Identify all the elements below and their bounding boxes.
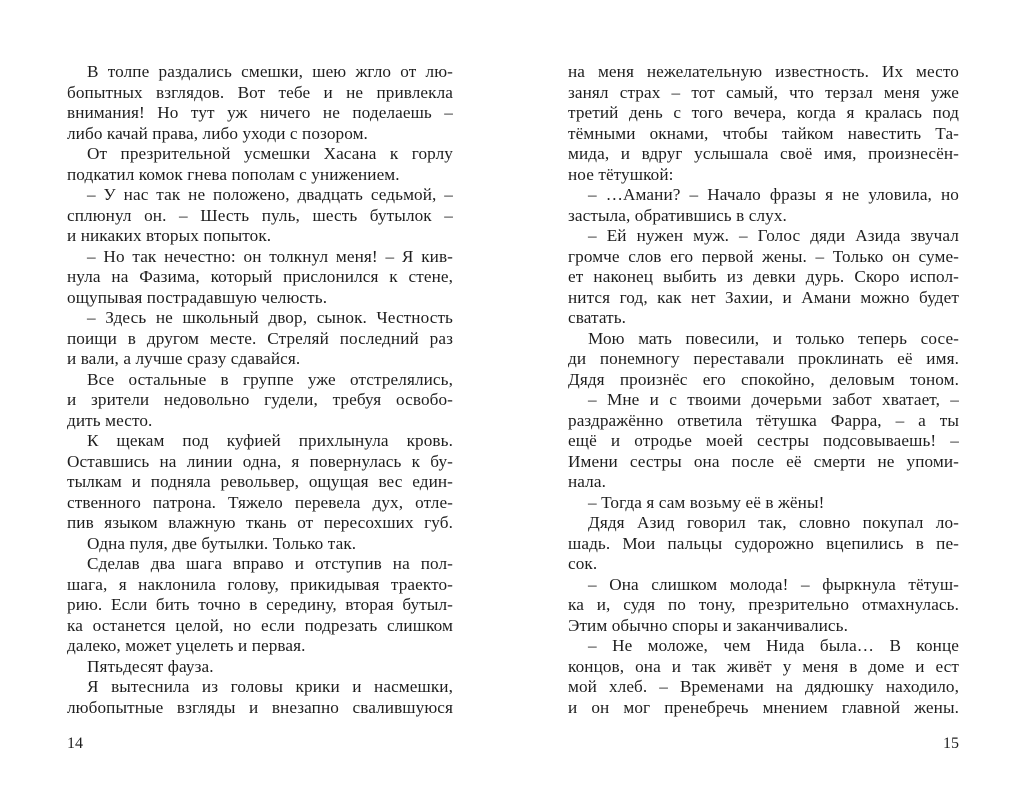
text-line: От презрительной усмешки Хасана к горлу [87, 144, 453, 163]
text-line: Все остальные в группе уже отстрелялись, [87, 369, 453, 389]
text-line: Этим обычно споры и заканчивались. [568, 615, 848, 635]
text-line: – Ей нужен муж. – Голос дяди Азида звучал [588, 226, 959, 245]
left-page-number: 14 [67, 735, 83, 752]
text-line: – Не моложе, чем Нида была… В конце [588, 636, 959, 655]
text-line: нится год, как нет Захии, и Амани можно будет [568, 287, 959, 307]
text-line: шага, я наклонила голову, прикидывая траекто- [67, 574, 453, 594]
text-line: третий день с того вечера, когда я кралась под [568, 103, 959, 122]
text-line: Я вытеснила из головы крики и насмешки, [87, 677, 453, 696]
text-line: ощупывая пострадавшую челюсть. [67, 287, 328, 307]
text-line: – У нас так не положено, двадцать седьмой, – [87, 185, 453, 204]
text-line: любопытные взгляды и внезапно свалившуюся [67, 697, 453, 717]
text-line: тёмными окнами, чтобы тайком навестить Та- [568, 123, 959, 143]
text-line: либо качай права, либо уходи с позором. [67, 123, 368, 143]
text-line: шадь. Мои пальцы судорожно вцепились в пе- [568, 533, 959, 553]
text-line: бопытных взглядов. Вот тебе и не привлекла [67, 82, 453, 102]
text-line: на меня нежелательную известность. Их место [568, 62, 959, 81]
text-line: внимания! Но тут уж ничего не поделаешь – [67, 103, 453, 122]
text-line: мида, и вдруг услышала своё имя, произнесён- [568, 144, 959, 163]
text-line: пив языком влажную ткань от пересохших губ. [67, 513, 453, 532]
text-line: – Но так нечестно: он толкнул меня! – Я кив- [87, 246, 453, 266]
text-line: ещё и отродье моей сестры подсовываешь! – [568, 431, 959, 450]
text-line: – Здесь не школьный двор, сынок. Честность [87, 308, 453, 327]
text-line: – Тогда я сам возьму её в жёны! [588, 492, 825, 512]
text-line: и зрители недовольно гудели, требуя освобо- [67, 390, 453, 409]
text-line: занял страх – тот самый, что терзал меня уже [568, 82, 959, 102]
text-line: ет наконец выбить из девки дурь. Скоро испол- [568, 267, 959, 286]
text-line: нала. [568, 472, 606, 491]
text-line: К щекам под куфией прихлынула кровь. [87, 431, 453, 450]
text-line: сватать. [568, 308, 627, 327]
text-line: ди понемногу переставали проклинать её имя. [568, 349, 959, 368]
text-line: – Мне и с твоими дочерьми забот хватает, – [588, 390, 959, 409]
text-line: Мою мать повесили, и только теперь сосе- [588, 328, 959, 348]
text-line: В толпе раздались смешки, шею жгло от лю- [87, 62, 453, 81]
right-page [568, 62, 959, 718]
text-line: мой хлеб. – Временами на дядюшку находило, [568, 677, 959, 696]
text-line: Пятьдесят фауза. [87, 656, 214, 676]
text-line: ка останется целой, но если подрезать слишком [67, 615, 453, 635]
text-line: ка и, судя по тону, презрительно отмахнулась. [568, 595, 959, 614]
text-line: дить место. [67, 410, 153, 430]
text-line: и никаких вторых попыток. [67, 226, 272, 245]
text-line: громче слов его первой жены. – Только он суме- [568, 246, 959, 266]
text-line: Дядя произнёс его спокойно, деловым тоном. [568, 369, 959, 389]
text-line: поищи в другом месте. Стреляй последний раз [67, 328, 453, 348]
text-line: Сделав два шага вправо и отступив на пол- [87, 554, 453, 573]
text-line: нула на Фазима, который прислонился к стене, [67, 267, 453, 286]
text-line: и вали, а лучше сразу сдавайся. [67, 349, 301, 368]
text-line: раздражённо ответила тётушка Фарра, – а ты [568, 410, 959, 430]
text-line: ственного патрона. Тяжело перевела дух, отле- [67, 492, 453, 512]
left-page [67, 62, 453, 718]
text-line: и он мог пренебречь мнением главной жены. [568, 697, 959, 717]
text-line: Имени сестры она после её смерти не упоми- [568, 451, 959, 471]
text-line: застыла, обратившись в слух. [568, 205, 787, 225]
text-line: подкатил комок гнева пополам с унижением. [67, 164, 400, 184]
text-line: сплюнул он. – Шесть пуль, шесть бутылок – [67, 205, 453, 225]
text-line: концов, она и так живёт у меня в доме и ест [568, 656, 959, 676]
text-line: рию. Если бить точно в середину, вторая бутыл- [67, 595, 453, 614]
text-line: ное тётушкой: [568, 164, 674, 184]
text-line: Оставшись на линии одна, я повернулась к бу- [67, 451, 453, 471]
text-line: Дядя Азид говорил так, словно покупал ло- [588, 513, 959, 532]
text-line: далеко, может уцелеть и первая. [67, 636, 306, 655]
right-page-number: 15 [943, 735, 959, 752]
text-line: сок. [568, 554, 598, 573]
text-line: – Она слишком молода! – фыркнула тётуш- [588, 574, 959, 594]
text-line: – …Амани? – Начало фразы я не уловила, но [588, 185, 959, 204]
text-line: тылкам и подняла револьвер, ощущая вес един- [67, 472, 453, 491]
text-line: Одна пуля, две бутылки. Только так. [87, 533, 357, 553]
